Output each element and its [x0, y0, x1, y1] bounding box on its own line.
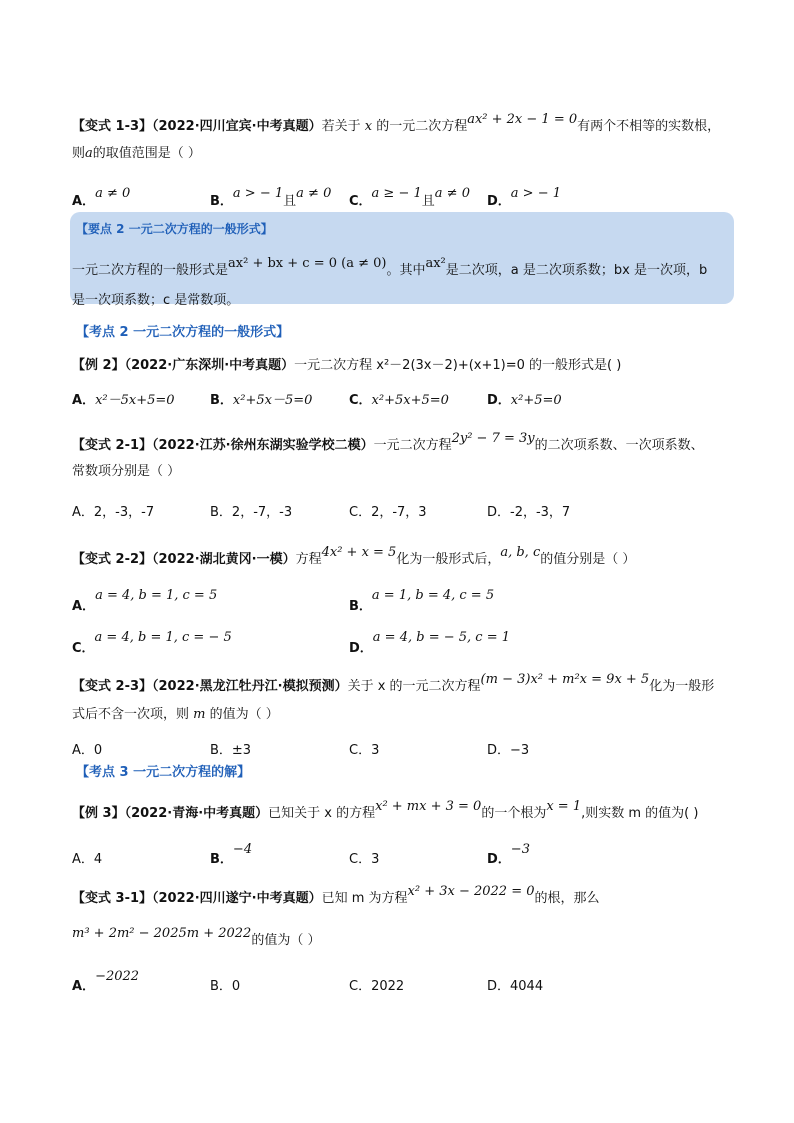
ex3-option-c: C．3 [349, 852, 380, 867]
key-point-line1: 一元二次方程的一般形式是ax² + bx + c = 0 (a ≠ 0)。其中ax²是二次项，a 是二次项系数；bx 是一次项，b [72, 256, 708, 278]
q22-option-b: B．a = 1, b = 4, c = 5 [349, 588, 495, 614]
q13-text4: 则 [72, 146, 86, 161]
quadratic-term: ax² [425, 256, 446, 271]
q22-line1: 【变式 2-2】（2022·湖北黄冈·一模）方程4x² + x = 5化为一般形式后，a, b, c的值分别是（ ） [72, 545, 636, 567]
q13-tag: 【变式 1-3】 [72, 119, 153, 134]
q22-option-d: D．a = 4, b = − 5, c = 1 [349, 630, 510, 656]
q13-text3: 有两个不相等的实数根， [577, 119, 721, 134]
ex2-option-d: D．x²+5=0 [487, 393, 562, 408]
q23-option-b: B．±3 [210, 743, 252, 758]
q22-option-c: C．a = 4, b = 1, c = − 5 [72, 630, 232, 656]
q13-line2 [72, 145, 201, 163]
ex2-line: 【例 2】（2022·广东深圳·中考真题）一元二次方程 x²－2(3x－2)+(x+1)=0 的一般形式是( ) [72, 358, 622, 373]
section-kaodian-2: 【考点 2 一元二次方程的一般形式】 [76, 325, 290, 340]
ex3-equation: x² + mx + 3 = 0 [375, 799, 482, 814]
q13-text2: 的一元二次方程 [372, 119, 468, 134]
q13-line1 [72, 112, 721, 136]
ex3-option-b: B．−4 [210, 842, 253, 867]
q31-option-c: C．2022 [349, 979, 405, 994]
key-point-title: 【要点 2 一元二次方程的一般形式】 [76, 222, 273, 236]
ex3-root: x = 1 [546, 799, 582, 814]
q13-text1: 若关于 [321, 119, 365, 134]
q21-option-b: B．2，-7，-3 [210, 505, 293, 520]
ex3-option-a: A．4 [72, 852, 103, 867]
q31-option-d: D．4044 [487, 979, 544, 994]
ex2-option-a: A．x²－5x+5=0 [72, 393, 175, 408]
q21-option-d: D．-2，-3，7 [487, 505, 571, 520]
q13-equation: ax² + 2x − 1 = 0 [467, 112, 578, 127]
q21-equation: 2y² − 7 = 3y [451, 431, 535, 446]
general-form-equation: ax² + bx + c = 0 (a ≠ 0) [228, 256, 387, 271]
q23-option-a: A．0 [72, 743, 103, 758]
q13-option-a: A．a ≠ 0 [72, 186, 131, 209]
q23-option-d: D．−3 [487, 743, 530, 758]
q23-equation: (m − 3)x² + m²x = 9x + 5 [480, 672, 650, 687]
q21-line1: 【变式 2-1】（2022·江苏·徐州东湖实验学校二模）一元二次方程2y² − 7 = 3y的二次项系数、一次项系数、 [72, 431, 704, 453]
ex3-line: 【例 3】（2022·青海·中考真题）已知关于 x 的方程x² + mx + 3 = 0的一个根为x = 1,则实数 m 的值为( ) [72, 799, 699, 821]
q31-expression: m³ + 2m² − 2025m + 2022 [72, 926, 252, 941]
ex2-option-b: B．x²+5x－5=0 [210, 393, 313, 408]
q13-option-d: D．a > − 1 [487, 186, 562, 209]
q31-line2: m³ + 2m² − 2025m + 2022的值为（ ） [72, 926, 321, 948]
q23-line2: 式后不含一次项，则 m 的值为（ ） [72, 707, 279, 722]
q13-option-b: B．a > − 1且a ≠ 0 [210, 186, 332, 209]
q21-option-c: C．2，-7，3 [349, 505, 427, 520]
q23-line1: 【变式 2-3】（2022·黑龙江牡丹江·模拟预测）关于 x 的一元二次方程(m − 3)x² + m²x = 9x + 5化为一般形 [72, 672, 715, 694]
q22-equation: 4x² + x = 5 [321, 545, 397, 560]
q31-option-a: A．−2022 [72, 969, 140, 994]
q13-var-x: x [364, 119, 373, 134]
q13-source: （2022·四川宜宾·中考真题） [152, 119, 322, 134]
q22-vars: a, b, c [500, 545, 541, 560]
q23-var-m: m [189, 707, 210, 722]
q21-line2: 常数项分别是（ ） [72, 464, 181, 479]
section-kaodian-3: 【考点 3 一元二次方程的解】 [76, 765, 251, 780]
q31-equation: x² + 3x − 2022 = 0 [407, 884, 535, 899]
q22-option-a: A．a = 4, b = 1, c = 5 [72, 588, 218, 614]
q31-option-b: B．0 [210, 979, 241, 994]
key-point-line2: 是一次项系数；c 是常数项。 [72, 293, 240, 308]
q13-text5: 的取值范围是（ ） [92, 146, 201, 161]
q13-option-c: C．a ≥ − 1且a ≠ 0 [349, 186, 470, 209]
q21-option-a: A．2，-3，-7 [72, 505, 155, 520]
q23-option-c: C．3 [349, 743, 380, 758]
q31-line1: 【变式 3-1】（2022·四川遂宁·中考真题）已知 m 为方程x² + 3x − 2022 = 0的根，那么 [72, 884, 600, 906]
ex2-option-c: C．x²+5x+5=0 [349, 393, 449, 408]
ex3-option-d: D．−3 [487, 842, 530, 867]
q13-var-a: a [85, 146, 93, 161]
